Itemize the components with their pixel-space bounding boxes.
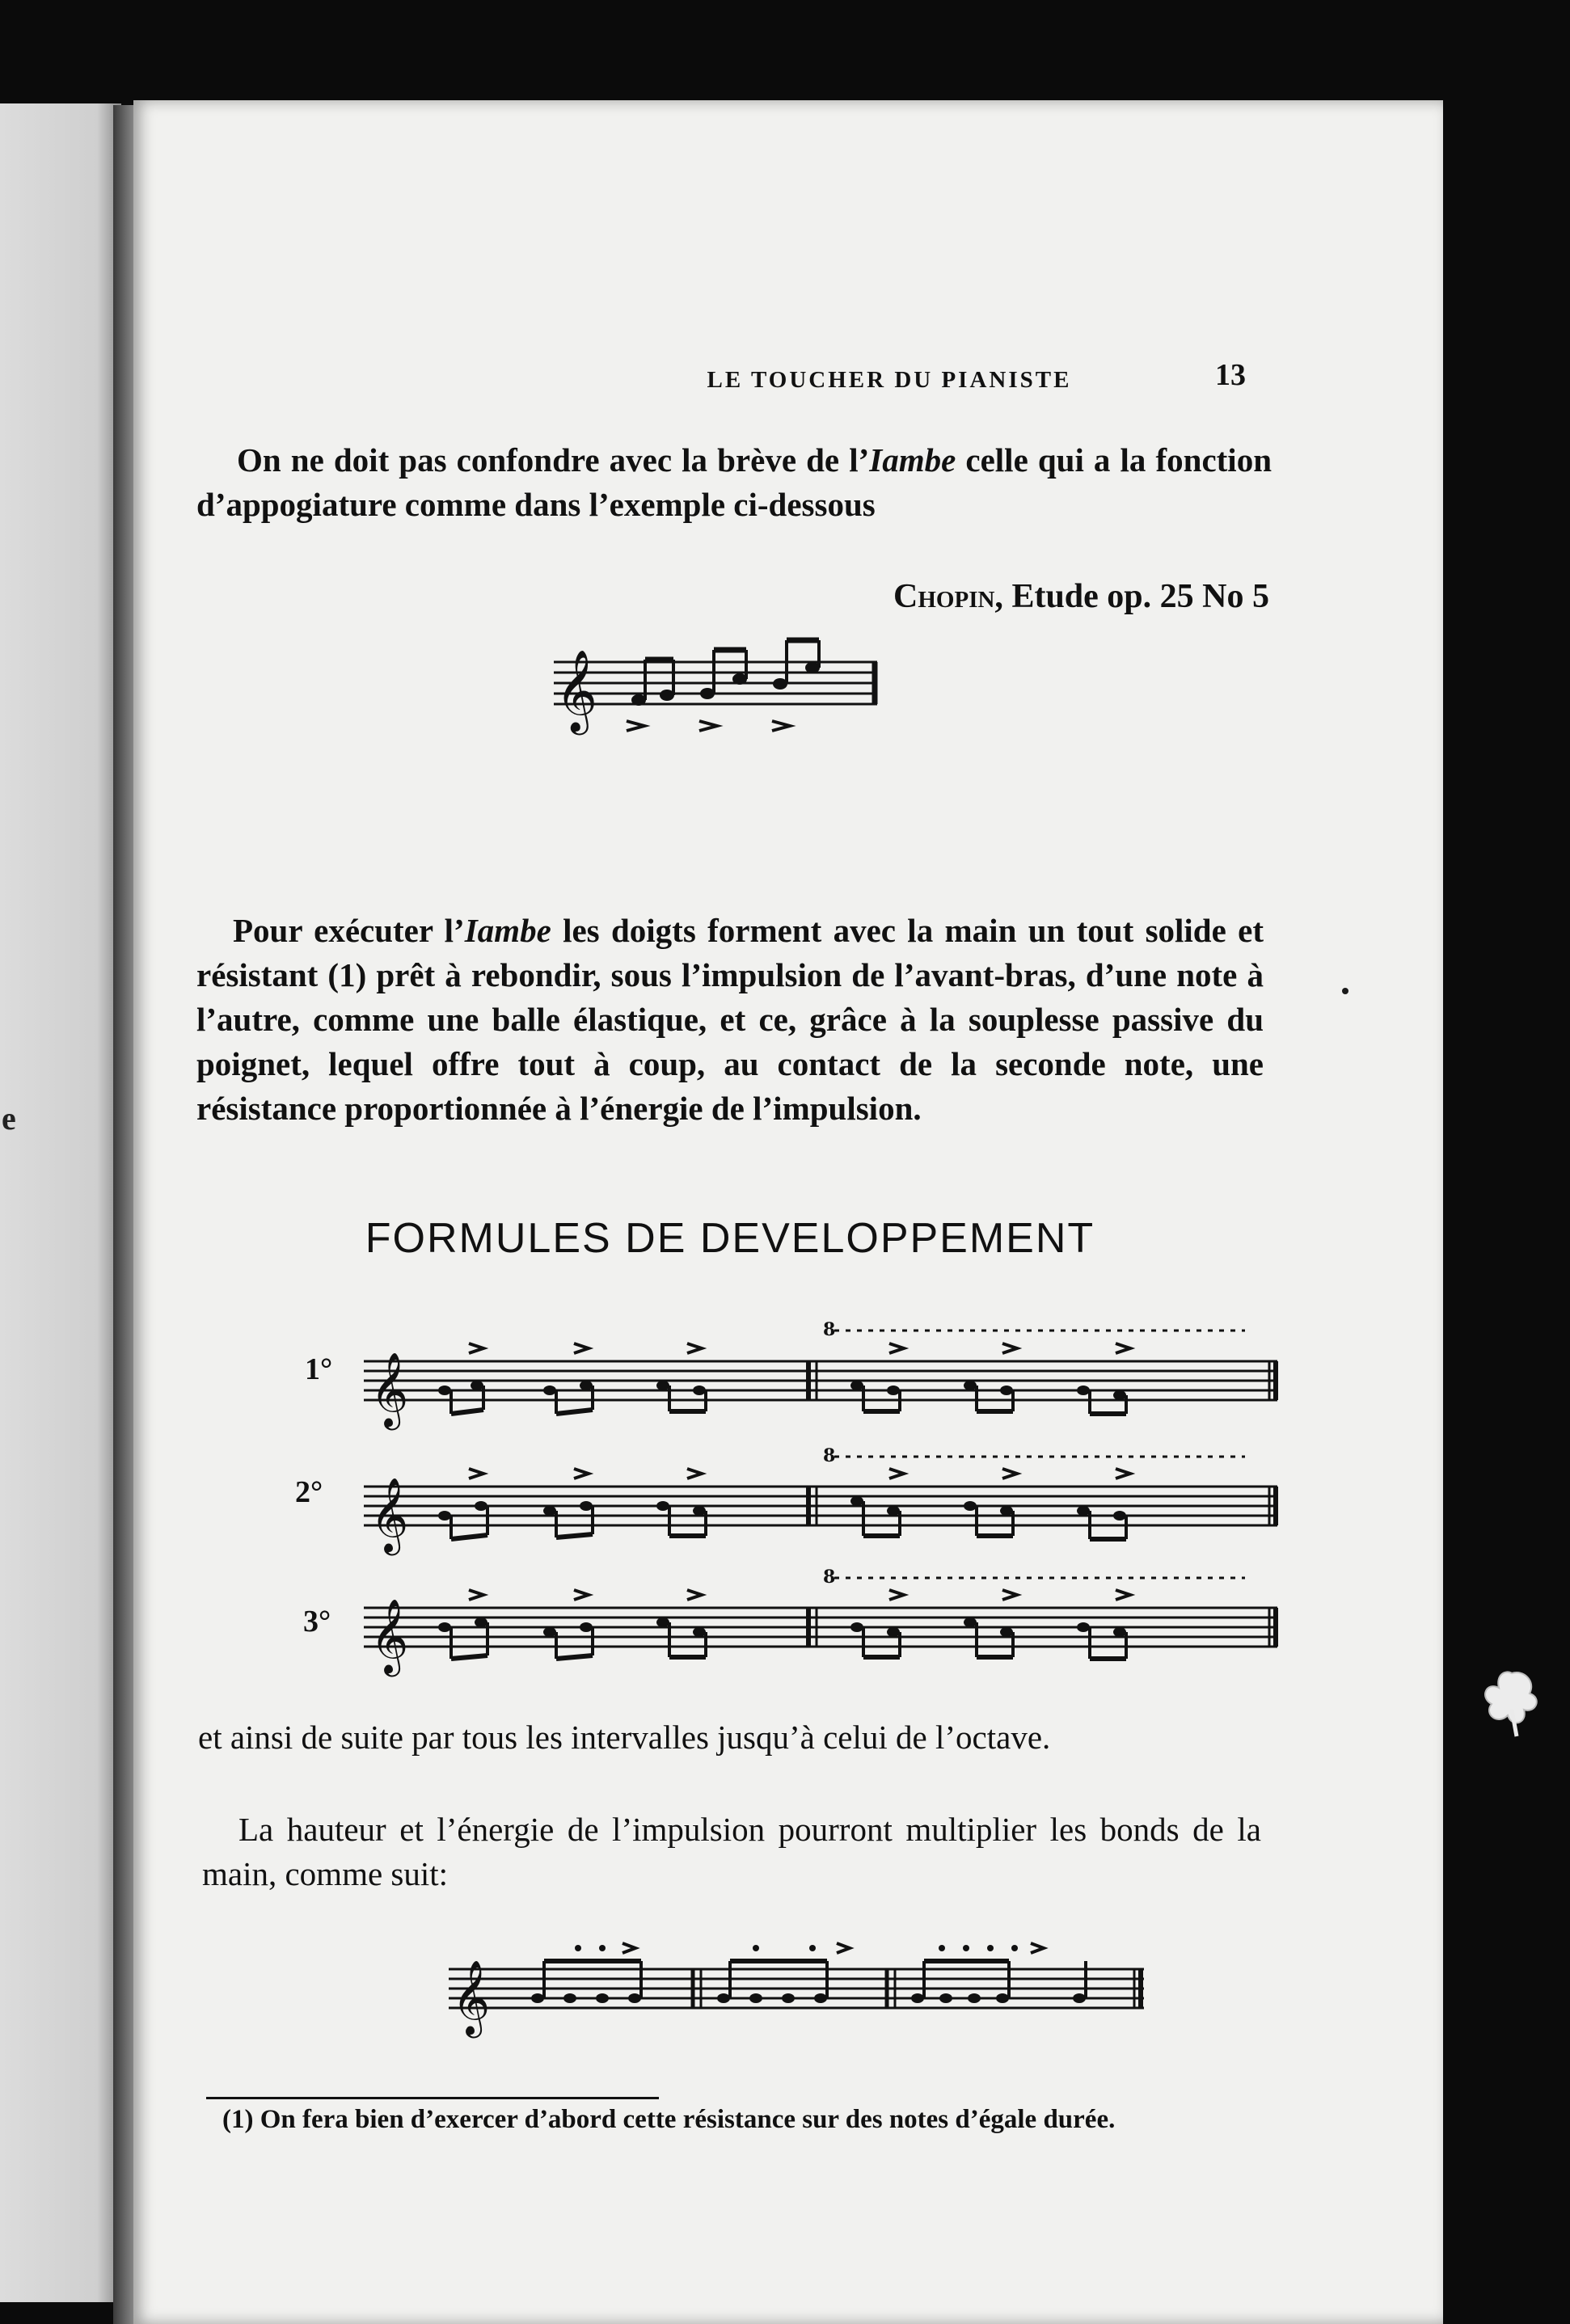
svg-text:𝄞: 𝄞 xyxy=(452,1959,491,2035)
paragraph-execution: Pour exécuter l’Iambe les doigts forment avec la main un tout solide et résistant (1) prêt à rebondir, sous l’impulsion de l’avant-bras, d’une note à l’autre, comme une balle élastique, et ce, grâce à la souplesse passive du poignet, lequel offre tout à coup, au contact de la seconde note, une résistance proportionnée à l’énergie de l’impulsion. xyxy=(196,912,1264,1127)
paragraph-intervals: et ainsi de suite par tous les intervalles jusqu’à celui de l’octave. xyxy=(198,1719,1051,1756)
book-page xyxy=(133,100,1443,2324)
facing-page-edge xyxy=(0,103,121,2302)
music-citation: Chopin, Etude op. 25 No 5 xyxy=(893,578,1269,615)
svg-text:𝄞: 𝄞 xyxy=(370,1598,409,1673)
flower-ornament-icon xyxy=(1479,1665,1544,1738)
svg-text:8: 8 xyxy=(823,1319,836,1340)
facing-page-letter: e xyxy=(2,1100,16,1137)
paragraph-iambe-appoggiatura: On ne doit pas confondre avec la brève de l’Iambe celle qui a la fonction d’appogiature comme dans l’exemple ci-dessous xyxy=(196,441,1272,523)
formula-row-1-label: 1° xyxy=(305,1352,333,1386)
stray-mark xyxy=(1342,988,1348,994)
svg-text:8: 8 xyxy=(823,1445,836,1466)
footnote-rule xyxy=(206,2097,659,2099)
page-number: 13 xyxy=(1215,358,1246,392)
leaps-example-staff xyxy=(441,1929,1152,2066)
formula-row-2-label: 2° xyxy=(295,1475,323,1509)
chopin-example-staff xyxy=(546,626,885,755)
paragraph-leaps: La hauteur et l’énergie de l’impulsion pourront multiplier les bonds de la main, comme suit: xyxy=(202,1811,1261,1892)
formula-staves xyxy=(356,1313,1294,1701)
svg-text:𝄞: 𝄞 xyxy=(370,1477,409,1552)
svg-text:8: 8 xyxy=(823,1567,836,1588)
svg-text:𝄞: 𝄞 xyxy=(370,1352,409,1427)
footnote: (1) On fera bien d’exercer d’abord cette résistance sur des notes d’égale durée. xyxy=(222,2105,1116,2134)
formula-row-3-label: 3° xyxy=(303,1605,331,1639)
running-head: LE TOUCHER DU PIANISTE xyxy=(707,367,1072,393)
svg-text:𝄞: 𝄞 xyxy=(555,648,598,732)
section-title: FORMULES DE DEVELOPPEMENT xyxy=(365,1215,1095,1262)
